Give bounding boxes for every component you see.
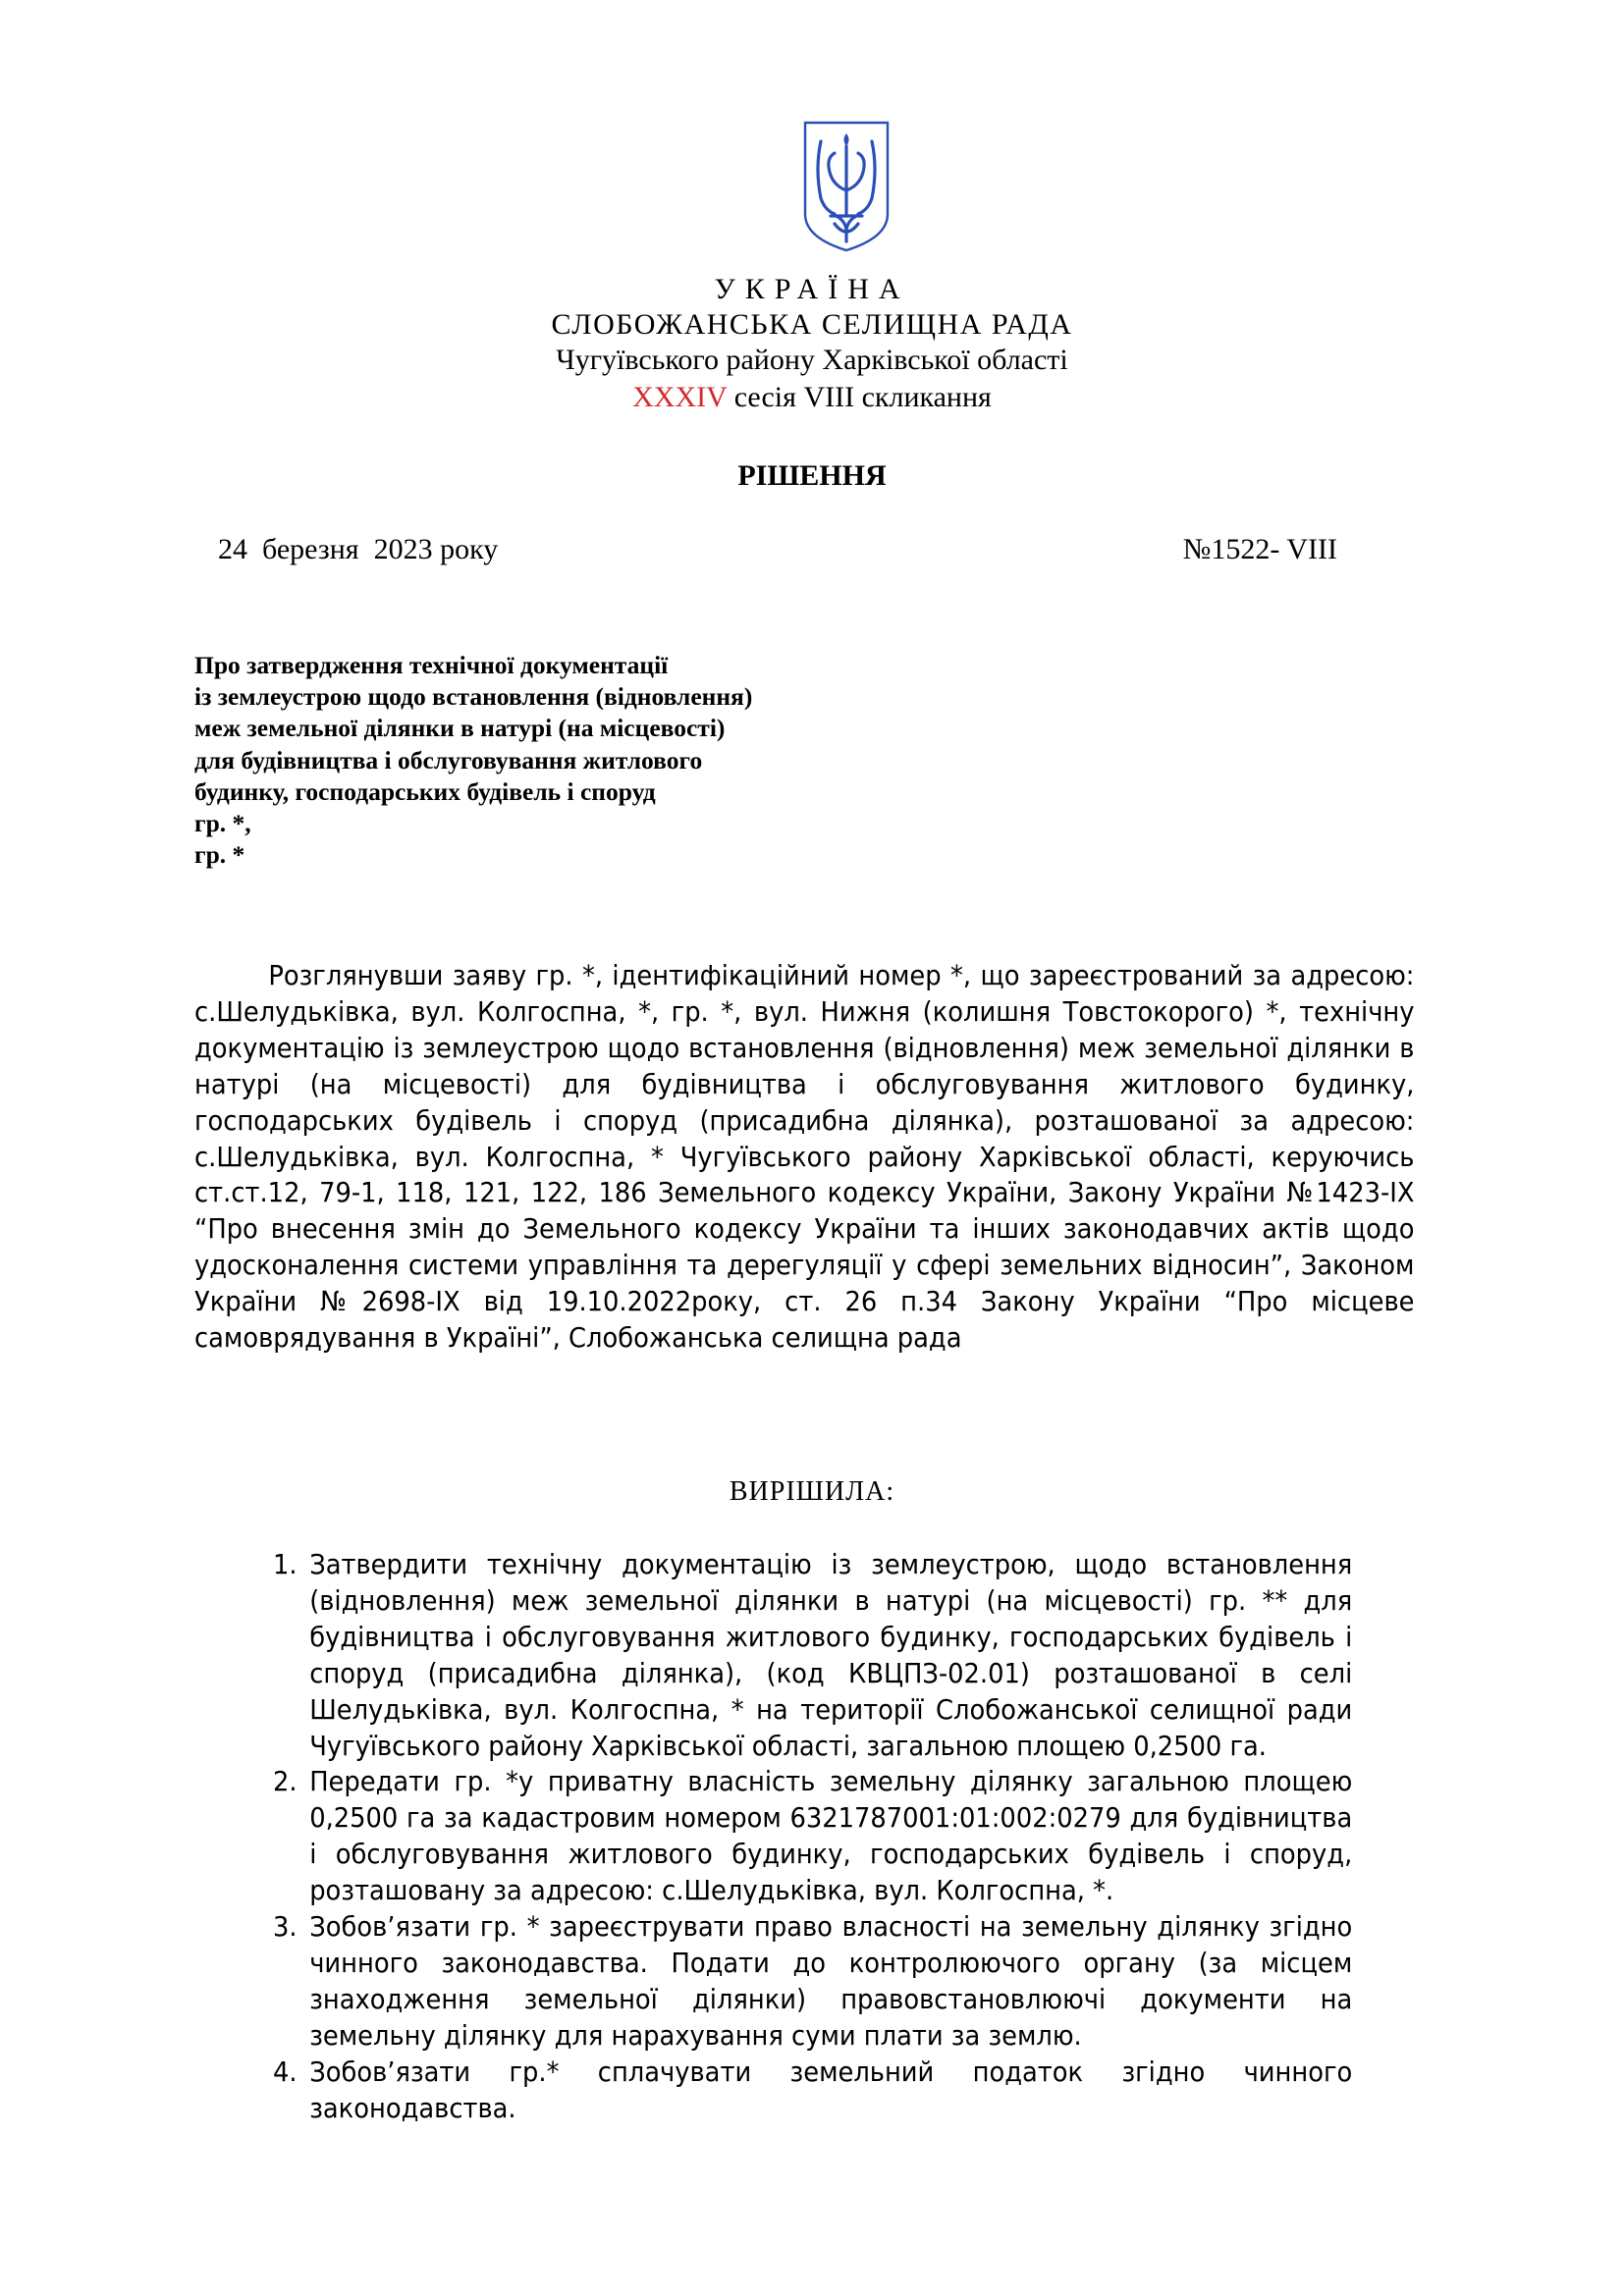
decision-number: №1522- VIII (1182, 533, 1337, 565)
session-number: XXXIV (632, 381, 728, 413)
session-convocation: сесія VIII скликання (727, 381, 992, 413)
item-number: 2. (273, 1765, 298, 1798)
item-number: 1. (273, 1548, 298, 1580)
subject-line: із землеустрою щодо встановлення (відновлення) (194, 682, 753, 712)
list-item (273, 1764, 1352, 1909)
list-item (273, 1909, 1352, 2055)
decision-subject (194, 650, 752, 871)
subject-line: будинку, господарських будівель і споруд (194, 776, 656, 806)
district-line: Чугуївського району Харківської області (556, 344, 1068, 376)
item-text: Зобов’язати гр. * зареєструвати право власності на земельну ділянку згідно чинного законодавства. Подати до контролюючого органу (за місцем знаходження земельної ділянки) правовстановлюючі документи на земельну ділянку для нарахування суми плати за землю. (309, 1910, 1353, 2052)
subject-line: Про затвердження технічної документації (194, 651, 669, 679)
decision-items (273, 1547, 1352, 2127)
preamble-text: Розглянувши заяву гр. *, ідентифікаційний номер *, що зареєстрований за адресою: с.Шелудьківка, вул. Колгоспна, *, гр. *, вул. Нижня (колишня Товстокорого) *, технічну документацію із землеустрою щодо встановлення (відновлення) меж земельної ділянки в натурі (на місцевості) для будівництва і обслуговування житлового будинку, господарських будівель і споруд (присадибна ділянка), розташованої за адресою: с.Шелудьківка, вул. Колгоспна, * Чугуївського району Харківської області, керуючись ст.ст.12, 79-1, 118, 121, 122, 186 Земельного кодексу України, Закону України №1423-ІХ “Про внесення змін до Земельного кодексу України та інших законодавчих актів щодо удосконалення системи управління та дерегуляції у сфері земельних відносин”, Законом України №2698-ІХ від 19.10.2022року, ст. 26 п.34 Закону України “Про місцеве самоврядування в Україні”, Слобожанська селищна рада (194, 959, 1415, 1355)
ukraine-coat-of-arms-icon (801, 120, 892, 253)
item-text: Зобов’язати гр.* сплачувати земельний податок згідно чинного законодавства. (309, 2055, 1353, 2124)
item-number: 4. (273, 2055, 298, 2088)
council-name: СЛОБОЖАНСЬКА СЕЛИЩНА РАДА (551, 308, 1073, 341)
subject-line: для будівництва і обслуговування житлового (194, 745, 703, 774)
decision-title: РІШЕННЯ (737, 459, 887, 492)
session-line (0, 380, 1624, 415)
decision-date: 24 березня 2023 року (218, 533, 499, 565)
item-number: 3. (273, 1910, 298, 1944)
subject-line: гр. * (194, 840, 245, 870)
subject-line: меж земельної ділянки в натурі (на місцевості) (194, 714, 726, 743)
preamble-paragraph (194, 958, 1414, 1357)
country-name: УКРАЇНА (714, 273, 910, 305)
list-item (273, 2055, 1352, 2127)
list-item (273, 1547, 1352, 1764)
item-text: Затвердити технічну документацію із землеустрою, щодо встановлення (відновлення) меж земельної ділянки в натурі (на місцевості) гр. ** для будівництва і обслуговування житлового будинку, господарських будівель і споруд (присадибна ділянка), (код КВЦПЗ-02.01) розташованої в селі Шелудьківка, вул. Колгоспна, * на території Слобожанської селищної ради Чугуївського району Харківської області, загальною площею 0,2500 га. (309, 1548, 1353, 1762)
decided-heading: ВИРІШИЛА: (729, 1476, 895, 1507)
item-text: Передати гр. *у приватну власність земельну ділянку загальною площею 0,2500 га за кадастровим номером 6321787001:01:002:0279 для будівництва і обслуговування житлового будинку, господарських будівель і споруд, розташовану за адресою: с.Шелудьківка, вул. Колгоспна, *. (309, 1765, 1353, 1907)
subject-line: гр. *, (194, 809, 251, 838)
